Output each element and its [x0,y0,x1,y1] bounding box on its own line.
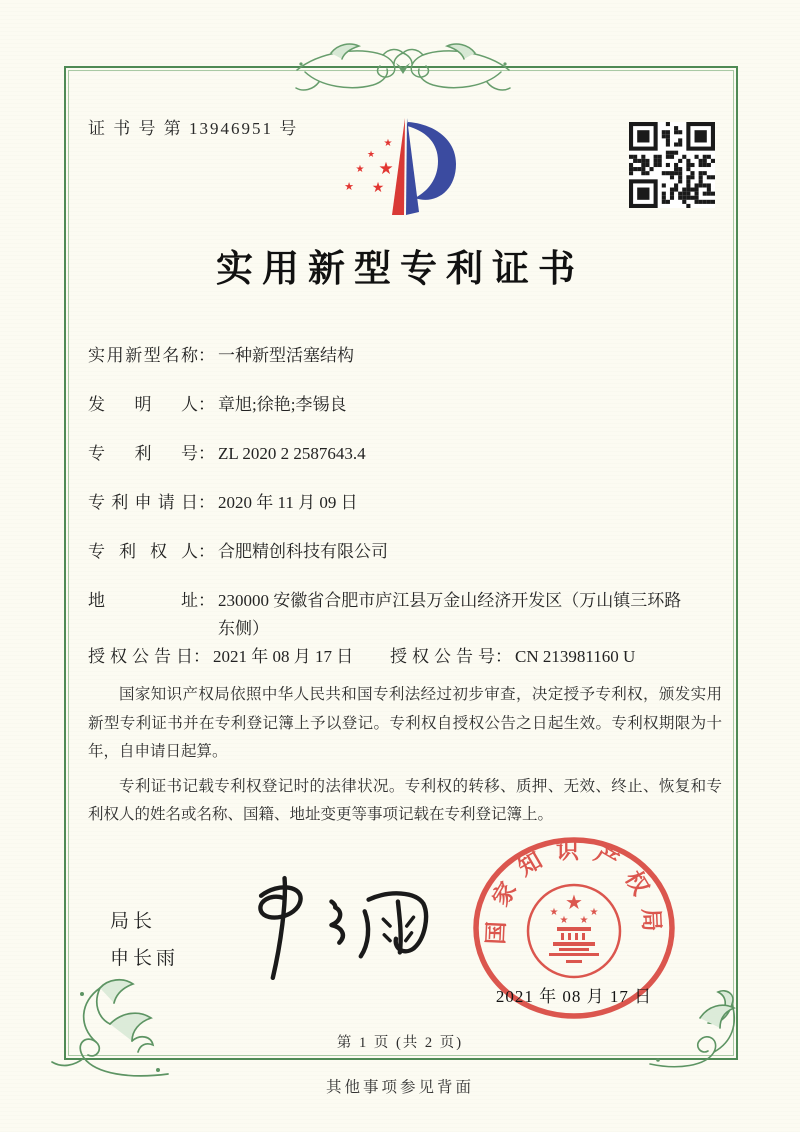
field-row-name [88,342,722,370]
svg-text:★: ★ [366,150,376,160]
field-colon: ： [198,395,215,414]
svg-text:★: ★ [589,907,599,918]
grant-date-value: 2021 年 08 月 17 日 [213,647,354,666]
svg-text:★: ★ [579,915,589,926]
field-label: 地址 [88,591,198,610]
seal-date: 2021 年 08 月 17 日 [495,987,653,1006]
certificate-body [88,342,722,836]
svg-text:★: ★ [565,890,583,914]
qr-code [629,122,715,208]
field-label: 专利申请日 [88,493,198,512]
field-row-address [88,587,722,643]
field-label: 专利号 [88,444,198,463]
bottom-left-flourish-icon [38,978,173,1080]
legal-paragraphs [88,681,722,830]
handwritten-signature-icon [222,868,437,986]
grant-date-label: 授权公告日 [88,647,193,666]
field-label: 专利权人 [88,542,198,561]
field-value: 2020 年 11 月 09 日 [218,493,358,512]
field-colon: ： [198,444,215,463]
svg-text:★: ★ [549,907,559,918]
certificate-number: 证 书 号 第 13946951 号 [88,119,299,138]
grant-number-label: 授权公告号 [390,647,495,666]
svg-text:★: ★ [378,159,394,179]
field-colon: ： [198,493,215,512]
top-scroll-ornament-icon [293,42,513,97]
field-colon: ： [198,591,215,610]
field-colon: ： [198,346,215,365]
field-value: 一种新型活塞结构 [218,346,354,365]
cnipa-logo-icon [336,110,474,224]
svg-text:★: ★ [371,180,385,196]
field-colon: ： [193,647,210,666]
signatory-name: 申长雨 [110,948,180,969]
field-value: 230000 安徽省合肥市庐江县万金山经济开发区（万山镇三环路东侧） [218,591,682,638]
field-colon: ： [495,647,512,666]
field-value: 章旭;徐艳;李锡良 [218,395,347,414]
back-note: 其他事项参见背面 [325,1079,474,1096]
legal-paragraph-2: 专利证书记载专利权登记时的法律状况。专利权的转移、质押、无效、终止、恢复和专利权人的姓名或名称、国籍、地址变更等事项记载在专利登记簿上。 [88,777,722,823]
svg-text:★: ★ [383,138,393,149]
field-row-filing-date [88,489,722,517]
grant-number-group [390,643,722,671]
field-label: 发明人 [88,395,198,414]
field-colon: ： [198,542,215,561]
grant-date-group [88,643,390,671]
field-row-patent-number [88,440,722,468]
page-number: 第 1 页 (共 2 页) [336,1035,464,1051]
grant-row [88,643,722,671]
grant-number-value: CN 213981160 U [515,647,636,666]
field-row-patentee [88,538,722,566]
signatory-title: 局长 [110,911,157,932]
svg-text:★: ★ [344,180,354,193]
seal-text: 国家知识产权局 [483,838,665,945]
signatory-block [110,903,179,977]
certificate-title: 实用新型专利证书 [216,249,584,290]
field-value: 合肥精创科技有限公司 [218,542,388,561]
field-value: ZL 2020 2 2587643.4 [218,444,366,463]
legal-paragraph-1: 国家知识产权局依照中华人民共和国专利法经过初步审查，决定授予专利权，颁发实用新型专利证书并在专利登记簿上予以登记。专利权自授权公告之日起生效。专利权期限为十年，自申请日起算。 [88,686,722,760]
svg-text:★: ★ [559,915,569,926]
field-row-inventors [88,391,722,419]
field-label: 实用新型名称 [88,346,198,365]
svg-text:★: ★ [355,164,365,175]
